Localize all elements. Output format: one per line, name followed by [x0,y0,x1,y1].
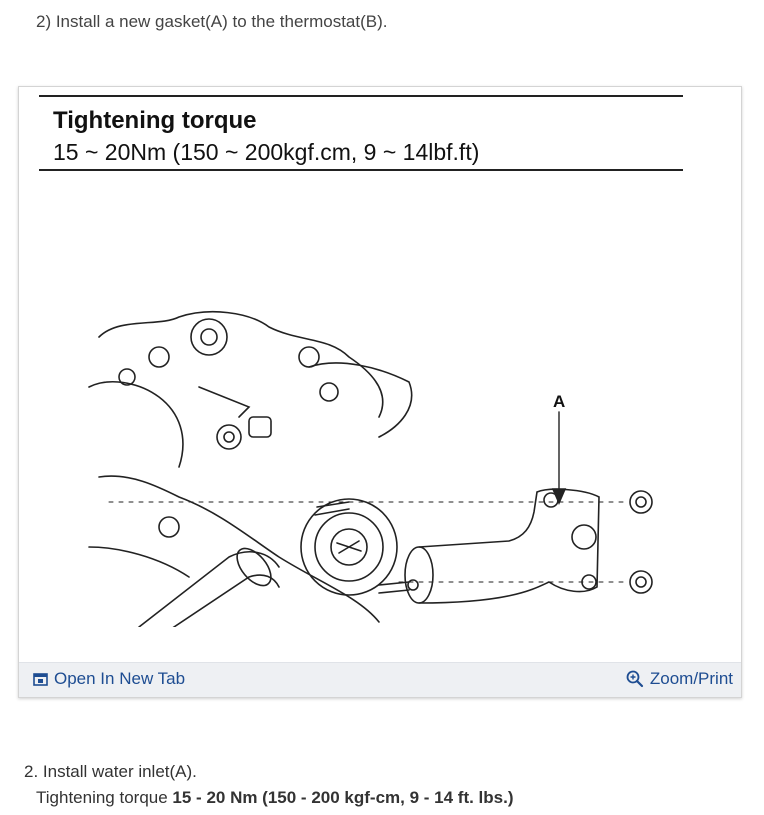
open-in-new-tab-label: Open In New Tab [54,669,186,688]
torque-bold-value: 15 - 20 Nm (150 - 200 kgf-cm, 9 - 14 ft. lbs.) [172,788,514,807]
zoom-print-link[interactable] [626,669,733,689]
figure-card [18,86,742,698]
callout-label-a: A [553,392,566,411]
torque-value: 15 ~ 20Nm (150 ~ 200kgf.cm, 9 ~ 14lbf.ft) [53,139,480,165]
torque-spec-box [39,95,683,171]
torque-title: Tightening torque [53,107,257,134]
water-inlet-diagram [79,297,679,627]
open-in-new-tab-icon [33,672,48,687]
bottom-torque-line [36,788,514,808]
bottom-step-text: 2. Install water inlet(A). [24,762,197,781]
top-step-text: 2) Install a new gasket(A) to the thermostat(B). [36,12,388,31]
magnifier-icon [626,670,644,688]
torque-prefix: Tightening torque [36,788,173,807]
figure-footer [19,662,741,697]
open-in-new-tab-link[interactable] [33,669,185,689]
zoom-print-label: Zoom/Print [649,669,733,688]
